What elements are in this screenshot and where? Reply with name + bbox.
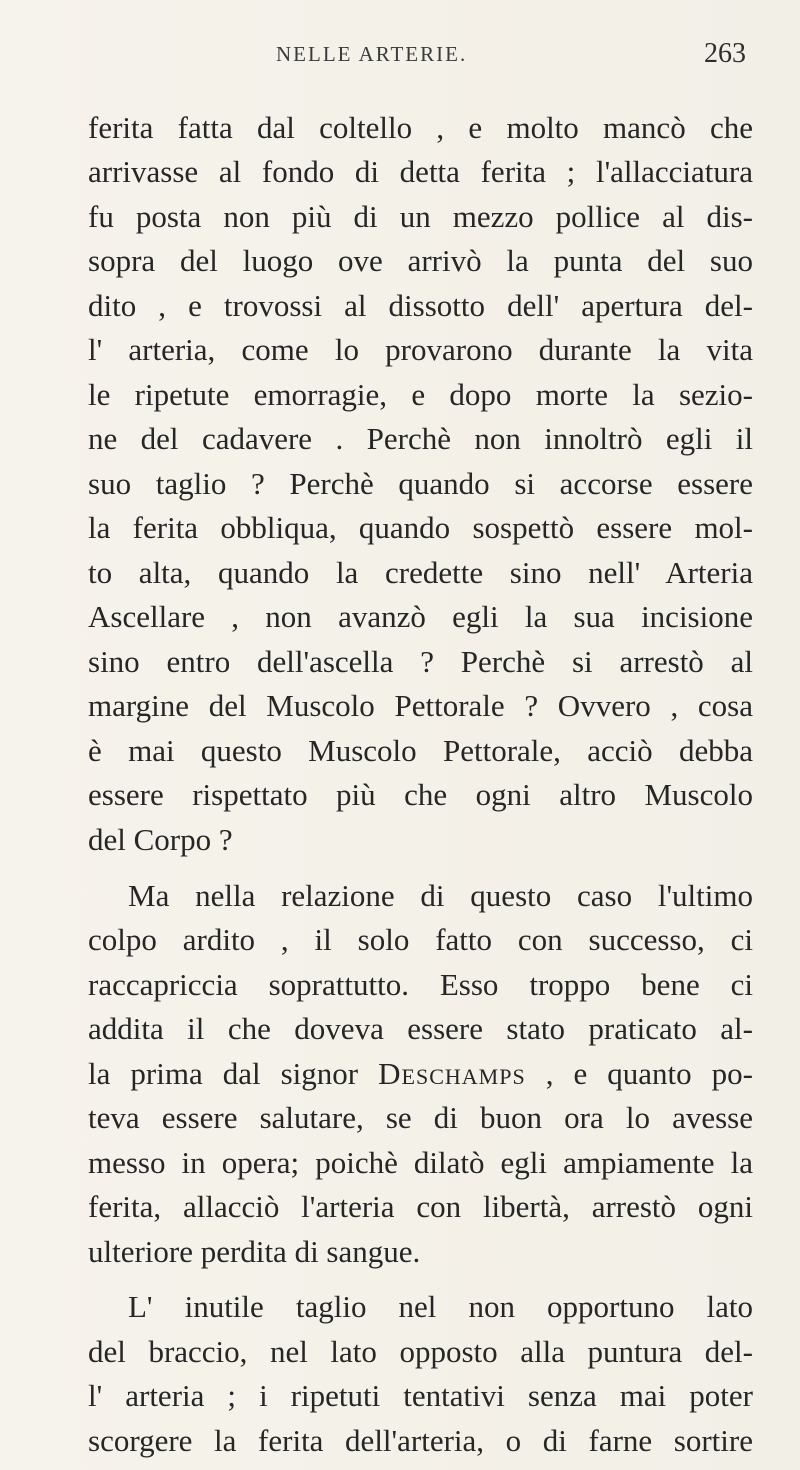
- text-line: [88, 1054, 753, 1093]
- running-head: NELLE ARTERIE.: [276, 42, 468, 66]
- text-line: ferita, allacciò l'arteria con libertà, arrestò ogni: [88, 1189, 753, 1224]
- text-line: l' arteria, come lo provarono durante la vita: [88, 332, 753, 367]
- text-line: raccapriccia soprattutto. Esso troppo bene ci: [88, 967, 753, 1002]
- text-line: le ripetute emorragie, e dopo morte la sezio-: [88, 377, 753, 412]
- text-line: ne del cadavere . Perchè non innoltrò egli il: [88, 421, 753, 456]
- text-line: dito , e trovossi al dissotto dell' apertura del-: [88, 288, 753, 323]
- text-line: sino entro dell'ascella ? Perchè si arrestò al: [88, 644, 753, 679]
- text-line: è mai questo Muscolo Pettorale, acciò debba: [88, 733, 753, 768]
- text-line: margine del Muscolo Pettorale ? Ovvero , cosa: [88, 688, 753, 723]
- text-line: la ferita obbliqua, quando sospettò essere mol-: [88, 510, 753, 545]
- text-line: del braccio, nel lato opposto alla puntura del-: [88, 1334, 753, 1369]
- text-line: sopra del luogo ove arrivò la punta del suo: [88, 243, 753, 278]
- paragraph-start-line: L' inutile taglio nel non opportuno lato: [128, 1289, 753, 1324]
- text-line: fu posta non più di un mezzo pollice al dis-: [88, 199, 753, 234]
- text-line: messo in opera; poichè dilatò egli ampiamente la: [88, 1145, 753, 1180]
- text-line: to alta, quando la credette sino nell' Arteria: [88, 555, 753, 590]
- paragraph-start-line: Ma nella relazione di questo caso l'ultimo: [128, 878, 753, 913]
- text-line: Ascellare , non avanzò egli la sua incisione: [88, 599, 753, 634]
- text-line: essere rispettato più che ogni altro Muscolo: [88, 777, 753, 812]
- text-line: scorgere la ferita dell'arteria, o di farne sortire: [88, 1423, 753, 1458]
- text-line: teva essere salutare, se di buon ora lo avesse: [88, 1100, 753, 1135]
- text-line: ferita fatta dal coltello , e molto mancò che: [88, 110, 753, 145]
- text-line: colpo ardito , il solo fatto con successo, ci: [88, 922, 753, 957]
- text-line: del Corpo ?: [88, 822, 233, 857]
- person-name: Deschamps: [378, 1056, 526, 1091]
- text-line: l' arteria ; i ripetuti tentativi senza mai poter: [88, 1378, 753, 1413]
- text-line: arrivasse al fondo di detta ferita ; l'allacciatura: [88, 154, 753, 189]
- text-line: ulteriore perdita di sangue.: [88, 1234, 421, 1269]
- text-fragment: la prima dal signor: [88, 1056, 359, 1091]
- page-number: 263: [704, 38, 746, 69]
- text-fragment: , e quanto po-: [545, 1056, 754, 1091]
- text-line: suo taglio ? Perchè quando si accorse essere: [88, 466, 753, 501]
- text-line: addita il che doveva essere stato praticato al-: [88, 1011, 753, 1046]
